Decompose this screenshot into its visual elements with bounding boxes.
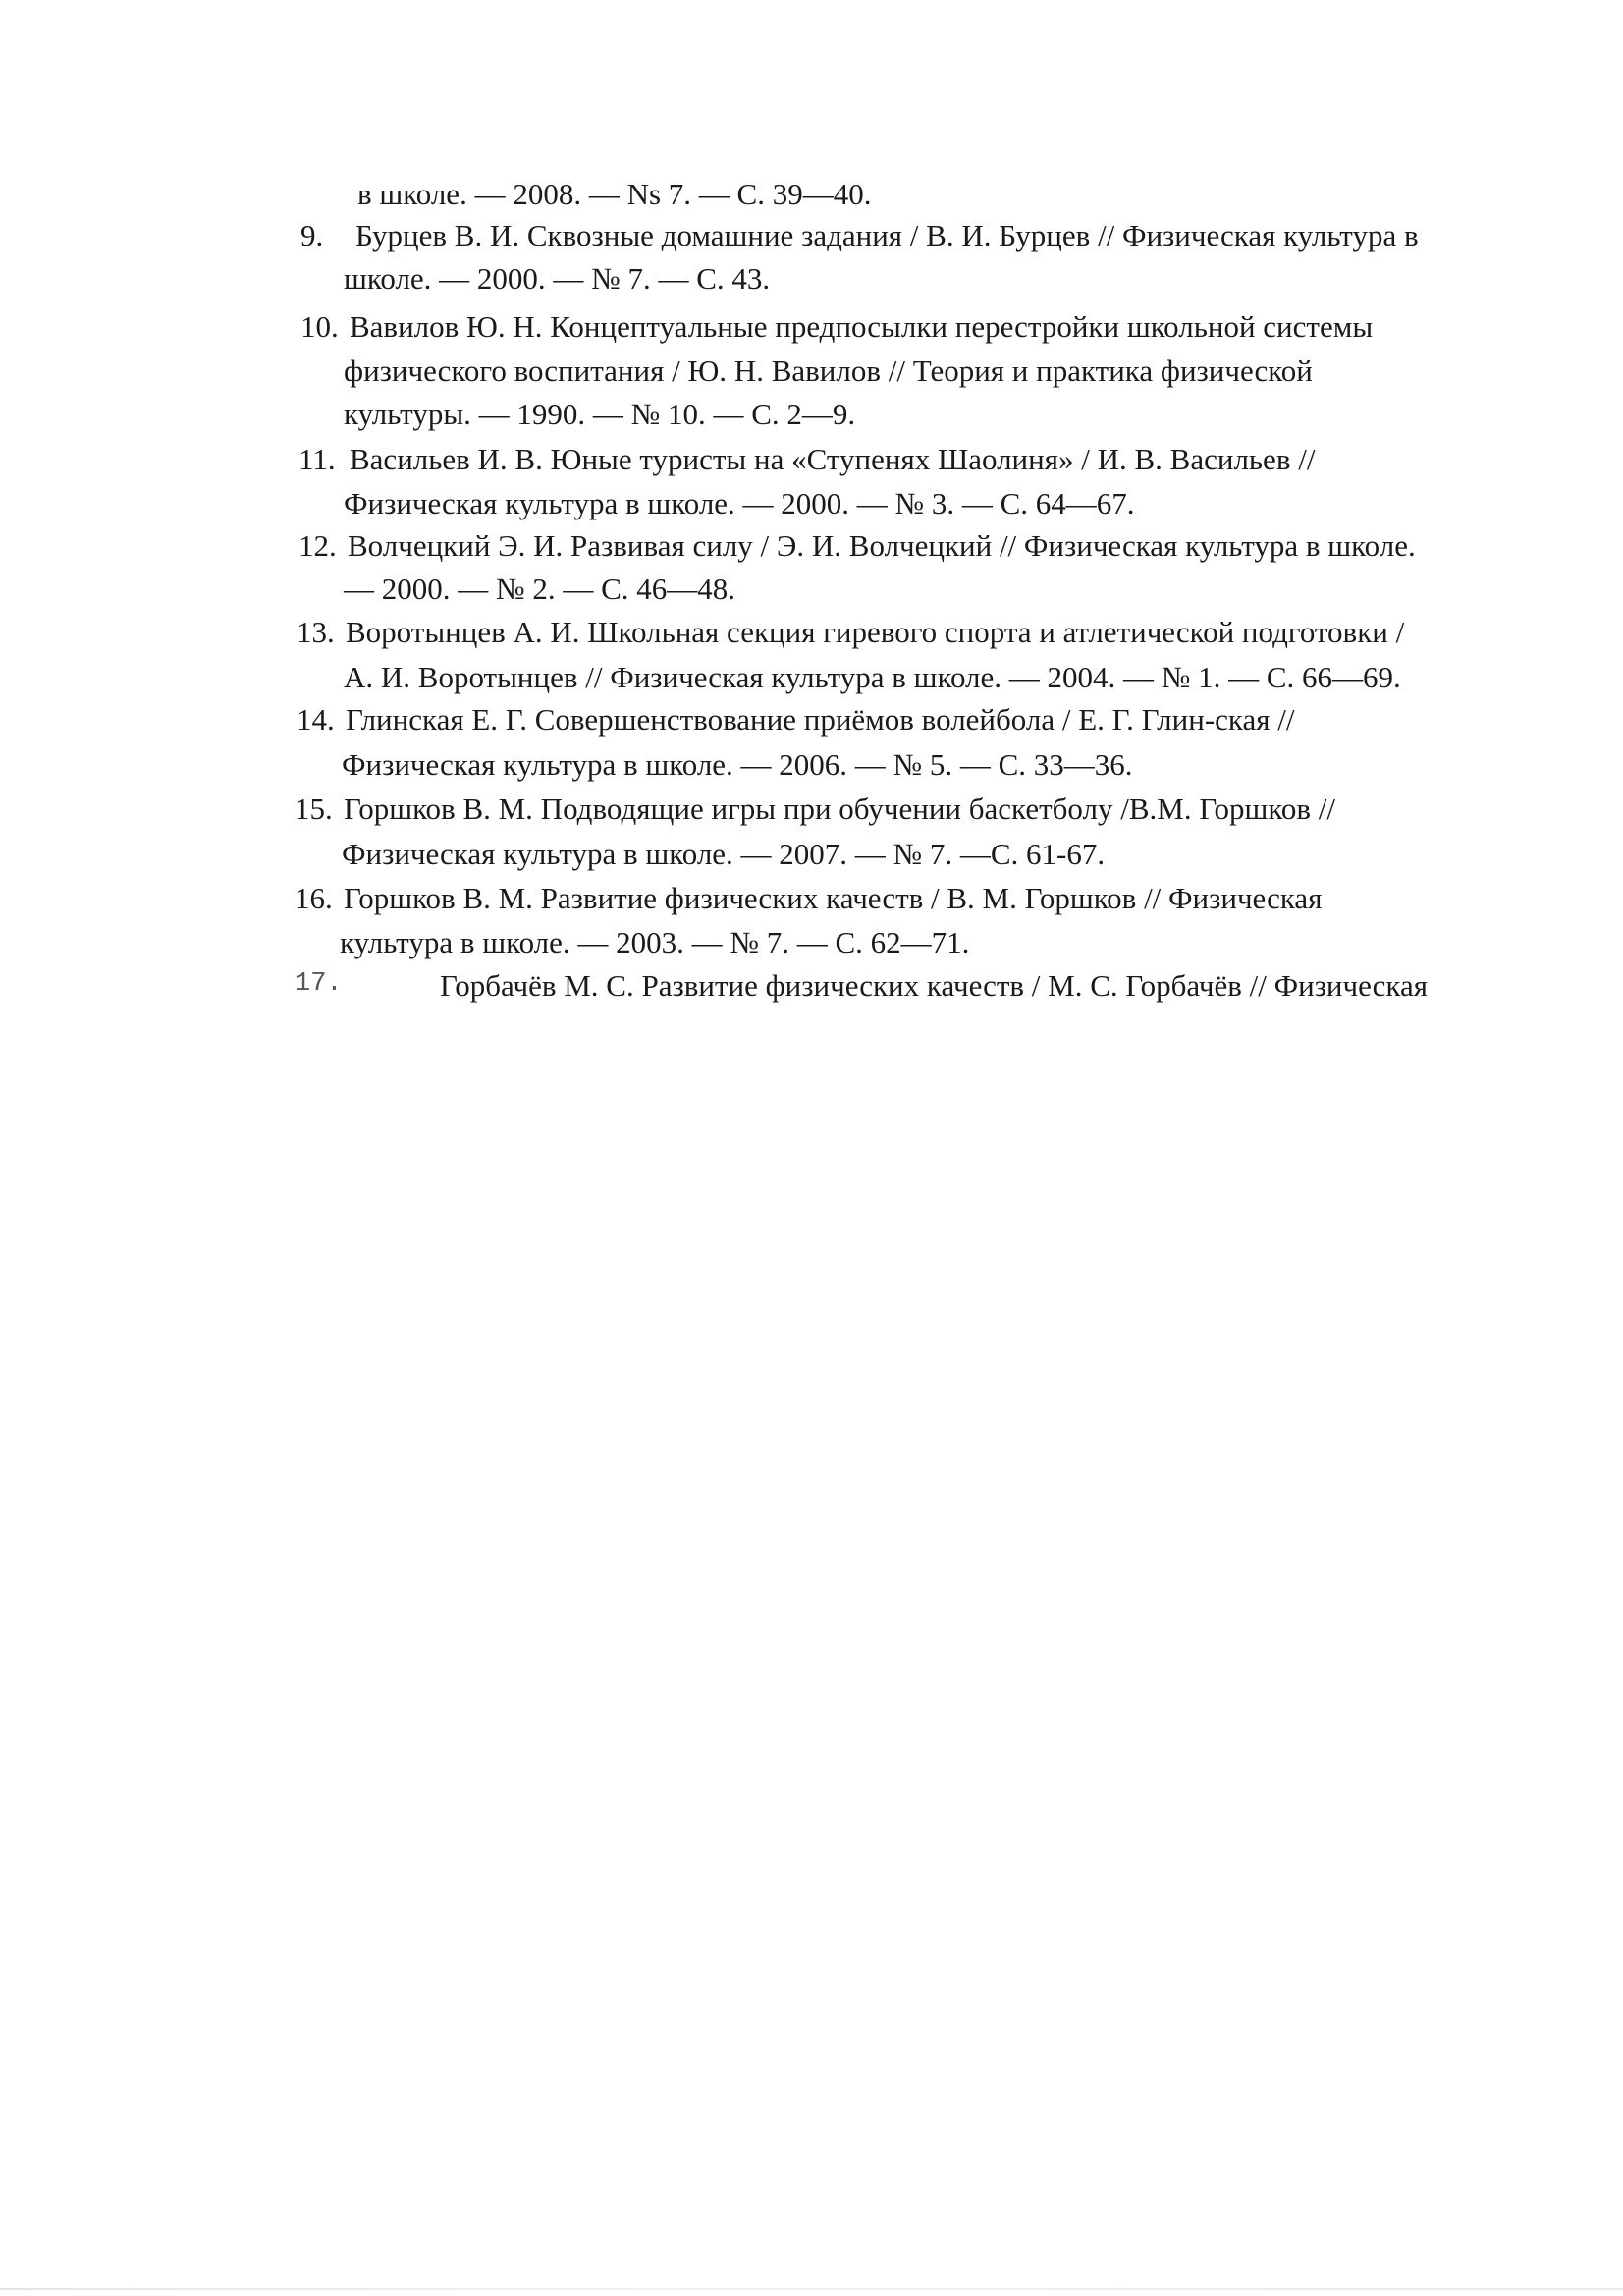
reference-line: — 2000. — № 2. — С. 46—48. xyxy=(344,572,736,606)
reference-line: Горшков В. М. Развитие физических качеств / В. М. Горшков // Физическая xyxy=(344,881,1323,915)
reference-number: 10. xyxy=(300,309,339,344)
reference-line: Глинская Е. Г. Совершенствование приёмов волейбола / Е. Г. Глин-ская // xyxy=(346,702,1295,737)
reference-line: Горбачёв М. С. Развитие физических качеств / М. С. Горбачёв // Физическая xyxy=(440,968,1429,1003)
reference-line: Вавилов Ю. Н. Концептуальные предпосылки перестройки школьной системы xyxy=(350,309,1374,344)
reference-number: 13. xyxy=(297,615,335,649)
reference-line: Горшков В. М. Подводящие игры при обучении баскетболу /В.М. Горшков // xyxy=(344,792,1335,826)
reference-number: 17. xyxy=(295,969,343,999)
reference-line: Васильев И. В. Юные туристы на «Ступенях Шаолиня» / И. В. Васильев // xyxy=(350,442,1316,476)
reference-line: Физическая культура в школе. — 2007. — № 7. —С. 61-67. xyxy=(342,837,1106,871)
reference-number: 14. xyxy=(297,702,335,737)
reference-line: культуры. — 1990. — № 10. — С. 2—9. xyxy=(344,397,856,431)
reference-line: Воротынцев А. И. Школьная секция гиревого спорта и атлетической подготовки / xyxy=(346,615,1405,649)
reference-number: 12. xyxy=(298,528,337,563)
reference-number: 11. xyxy=(298,442,336,476)
reference-line: в школе. — 2008. — Ns 7. — С. 39—40. xyxy=(357,177,872,211)
reference-number: 9. xyxy=(300,218,324,252)
reference-line: культура в школе. — 2003. — № 7. — С. 62—71. xyxy=(340,925,970,959)
reference-line: физического воспитания / Ю. Н. Вавилов // Теория и практика физической xyxy=(344,354,1313,388)
reference-line: А. И. Воротынцев // Физическая культура в школе. — 2004. — № 1. — С. 66—69. xyxy=(344,660,1401,694)
reference-line: Физическая культура в школе. — 2000. — № 3. — С. 64—67. xyxy=(344,486,1135,520)
scan-edge-line xyxy=(0,2288,1623,2290)
reference-line: Бурцев В. И. Сквозные домашние задания / В. И. Бурцев // Физическая культура в xyxy=(355,218,1419,252)
reference-number: 16. xyxy=(295,881,333,915)
reference-line: Физическая культура в школе. — 2006. — № 5. — С. 33—36. xyxy=(342,747,1133,782)
reference-number: 15. xyxy=(295,792,333,826)
reference-line: Волчецкий Э. И. Развивая силу / Э. И. Волчецкий // Физическая культура в школе. xyxy=(348,528,1416,563)
reference-line: школе. — 2000. — № 7. — С. 43. xyxy=(344,261,771,296)
